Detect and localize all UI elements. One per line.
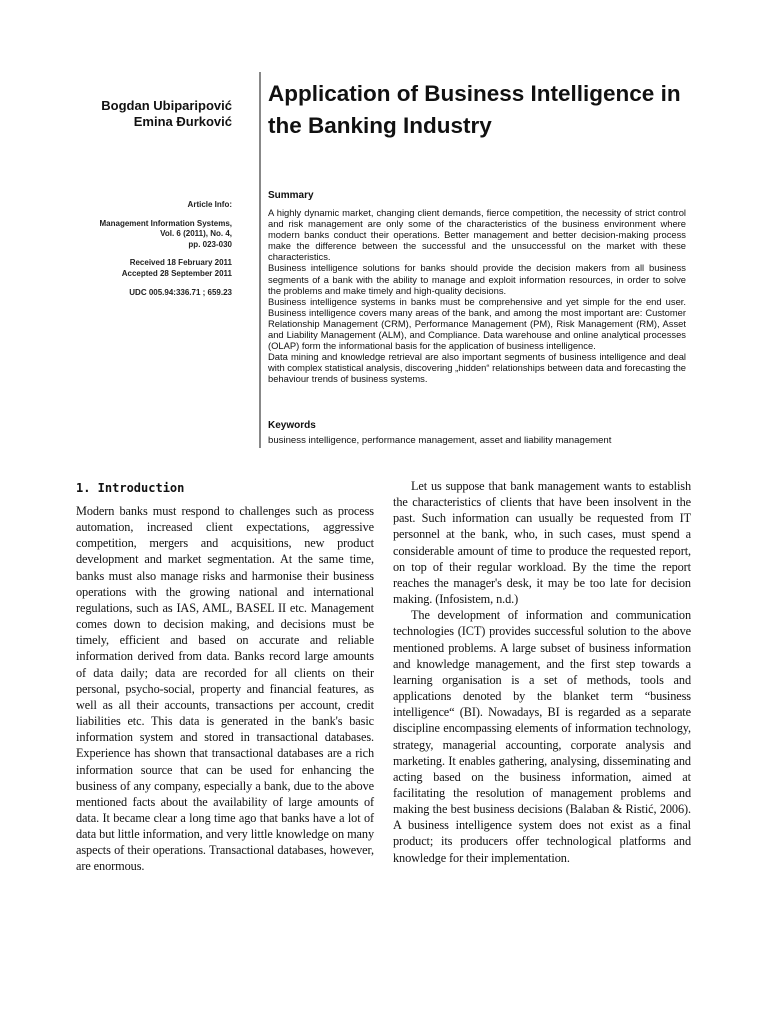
received-date: Received 18 February 2011 [129, 258, 232, 268]
journal-pages: pp. 023-030 [188, 239, 232, 249]
body-column-right [393, 478, 691, 866]
summary-heading: Summary [268, 190, 314, 201]
author-list [40, 98, 232, 130]
summary-paragraph: A highly dynamic market, changing client demands, fierce competition, the necessity of strict control and risk management are only some of the characteristics of the business environment where modern banks conduct their operations. Better management and better decision-making process make the difference between the successful and the unsuccessful on the market with these characteristics. [268, 207, 686, 263]
body-paragraph: The development of information and communication technologies (ICT) provides successful solution to the above mentioned problems. A large subset of business information and knowledge management, and the first step towards a learning organisation is a set of methods, tools and applications denoted by the blanket term “business intelligence“ (BI). Nowadays, BI is regarded as a separate discipline encompassing elements of information technology, strategy, managerial accounting, corporate analysis and marketing. It enables gathering, analysing, disseminating and acting based on the business information, aimed at facilitating the resolution of management problems and making the best business decisions (Balaban & Ristić, 2006). A business intelligence system does not exist as a final product; its producers offer technological platforms and knowledge for their implementation. [393, 608, 691, 865]
author-name: Emina Đurković [133, 114, 232, 129]
section-heading-introduction: 1. Introduction [76, 481, 185, 495]
body-paragraph: Let us suppose that bank management wants to establish the characteristics of clients that have been insolvent in the past. Such information can usually be requested from IT personnel at the bank, who, in such cases, must spend a considerable amount of time to produce the requested report, on top of their regular workload. By the time the report reaches the manager's desk, it may be too late for decision making. (Infosistem, n.d.) [393, 479, 691, 607]
keywords-list: business intelligence, performance management, asset and liability management [268, 435, 612, 446]
article-info-label: Article Info: [187, 200, 232, 209]
body-column-left [76, 503, 374, 875]
summary-paragraph: Business intelligence systems in banks must be comprehensive and yet simple for the end user. Business intelligence covers many areas of the bank, and among the most important are: Customer Relationship Management (CRM), Performance Management (PM), Risk Management (RM), Asset and Liability Management (ALM), and Compliance. Data warehouse and online analytical processes (OLAP) form the informational basis for the application of business intelligence. [268, 295, 686, 352]
journal-name: Management Information Systems, [99, 218, 232, 228]
udc-code: UDC 005.94:336.71 ; 659.23 [129, 287, 232, 297]
accepted-date: Accepted 28 September 2011 [121, 268, 232, 278]
journal-volume: Vol. 6 (2011), No. 4, [160, 229, 232, 239]
summary-paragraph: Business intelligence solutions for banks should provide the decision makers from all business segments of a bank with the ability to manage and exploit information resources, in order to solve the problems and make timely and high-quality decisions. [268, 262, 686, 296]
article-info [40, 200, 232, 298]
paper-title: Application of Business Intelligence in the Banking Industry [268, 81, 681, 138]
summary-paragraph: Data mining and knowledge retrieval are also important segments of business intelligence and deal with complex statistical analysis, discovering „hidden“ relationships between data and forecasting the behaviour trends of business systems. [268, 351, 686, 385]
vertical-divider [259, 72, 261, 448]
summary-abstract [268, 207, 686, 385]
keywords-heading: Keywords [268, 420, 316, 431]
body-paragraph: Modern banks must respond to challenges such as process automation, increased client expectations, aggressive competition, mergers and acquisitions, new product development and market segmentation. At the same time, banks must also manage risks and harmonise their business operations with the growing national and international regulations, such as IAS, AML, BASEL II etc. Management comes down to decision making, and decisions must be timely, efficient and based on accurate and reliable information derived from data. Banks record large amounts of data daily; data are recorded for all clients on their personal, psycho-social, property and financial features, as well as all their accounts, transactions per account, credit liabilities etc. This data is generated in the bank's basic information system and stored in transactional databases. Experience has shown that transactional databases are a rich information source that can be used for enhancing the business of any company, especially a bank, due to the above mentioned facts about the availability of large amounts of data. It became clear a long time ago that banks have a lot of data but little information, and very little knowledge on many aspects of their operations. Transactional databases, however, are enormous. [76, 504, 374, 874]
author-name: Bogdan Ubiparipović [101, 98, 232, 113]
